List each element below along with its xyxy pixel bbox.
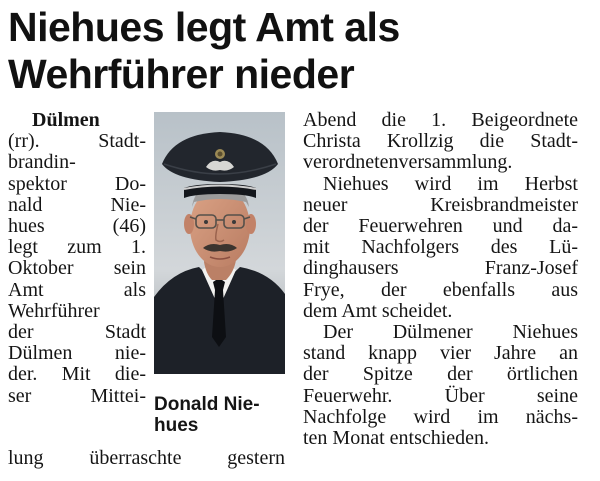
column-2-line: Feuerwehr. Über seine (303, 384, 578, 407)
column-1-line: hues (46) (8, 215, 146, 238)
column-2-line: Nachfolge wird im nächs- (303, 405, 578, 428)
article-column-2 (303, 110, 578, 449)
column-1-line: (rr). Stadt- (8, 130, 146, 153)
column-1-line: Amt als (8, 278, 146, 301)
column-1-line: ser Mittei- (8, 384, 146, 407)
portrait-photo (154, 112, 285, 374)
column-1-line: spektor Do- (8, 172, 146, 195)
caption-line-2: hues (154, 415, 199, 436)
headline-line-2: Wehrführer nieder (8, 51, 355, 97)
column-2-line: der Feuerwehren und da- (303, 215, 578, 238)
portrait-photo-icon (154, 112, 285, 374)
column-2-line: Frye, der ebenfalls aus (303, 278, 578, 301)
column-2-line: dem Amt scheidet. (303, 299, 453, 322)
column-1-line: Dülmen nie- (8, 342, 146, 365)
article-bottom-line (8, 448, 285, 469)
article-column-1 (8, 110, 146, 407)
column-1-line: Wehrführer (8, 299, 100, 322)
column-2-line: Niehues wird im Herbst (323, 172, 578, 195)
column-2-line: ten Monat entschieden. (303, 427, 490, 450)
column-2-line: Abend die 1. Beigeordnete (303, 109, 578, 131)
column-1-line: nald Nie- (8, 193, 146, 216)
bottom-line: lung überraschte gestern (8, 447, 285, 469)
headline-line-1: Niehues legt Amt als (8, 4, 400, 50)
column-2-line: stand knapp vier Jahre an (303, 342, 578, 365)
column-1-line: brandin- (8, 151, 76, 174)
caption-line-1: Donald Nie- (154, 394, 260, 415)
column-2-line: neuer Kreisbrandmeister (303, 193, 578, 216)
column-2-line: dinghausers Franz-Josef (303, 257, 578, 280)
column-2-line: der Spitze der örtlichen (303, 363, 578, 386)
article-headline (8, 4, 593, 98)
column-1-line: der. Mit die- (8, 363, 146, 386)
column-1-line: der Stadt (8, 321, 146, 344)
column-2-line: verordnetenversammlung. (303, 151, 513, 174)
column-2-line: mit Nachfolgers des Lü- (303, 236, 578, 259)
column-1-line: Oktober sein (8, 257, 146, 280)
column-1-line: legt zum 1. (8, 236, 146, 259)
column-2-line: Christa Krollzig die Stadt- (303, 130, 578, 153)
photo-caption (154, 394, 294, 436)
dateline: Dülmen (32, 109, 100, 131)
column-2-line: Der Dülmener Niehues (323, 321, 578, 344)
